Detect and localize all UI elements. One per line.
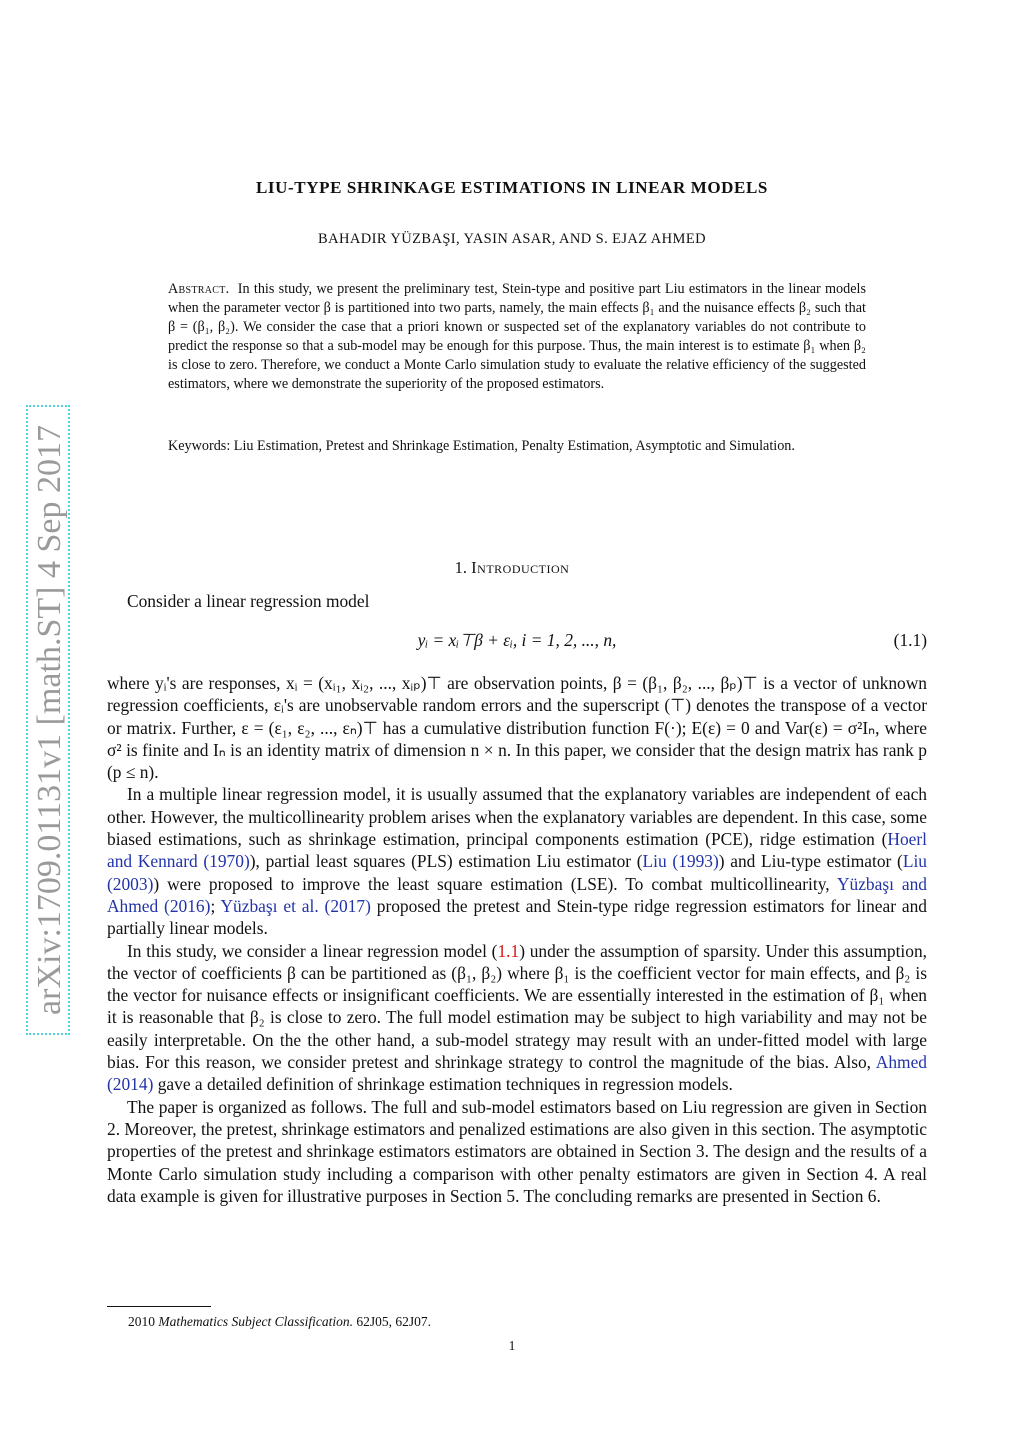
intro-line: Consider a linear regression model (127, 591, 370, 611)
p2-text-6: proposed the pretest and Stein-type ridge regression estimators for linear and partially linear models. (107, 895, 927, 939)
cite-liu-2003[interactable]: Liu (2003) (107, 851, 927, 894)
keywords: Keywords: Liu Estimation, Pretest and Shrinkage Estimation, Penalty Estimation, Asymptotic and Simulation. (168, 438, 795, 454)
footnote-year: 2010 (128, 1314, 155, 1329)
equation-ref-link[interactable]: 1.1 (497, 940, 520, 961)
footnote-rule (107, 1306, 211, 1307)
p2-text-4: ) were proposed to improve the least square estimation (LSE). To combat multicollinearity, (153, 873, 837, 894)
equation-1-1 (107, 630, 927, 654)
p2-text-3: ) and Liu-type estimator ( (718, 851, 903, 872)
equation-body: yᵢ = xᵢ⊤β + εᵢ, i = 1, 2, ..., n, (417, 630, 617, 650)
cite-hoerl-kennard[interactable]: Hoerl and Kennard (1970) (107, 829, 927, 872)
cite-ahmed-2014[interactable]: Ahmed (2014) (107, 1052, 927, 1095)
main-body (107, 672, 927, 1207)
authors: BAHADIR YÜZBAŞI, YASIN ASAR, AND S. EJAZ AHMED (318, 231, 706, 247)
section-title: Introduction (471, 558, 570, 577)
section-heading (0, 558, 1024, 578)
abstract-text: In this study, we present the preliminary test, Stein-type and positive part Liu estimators in the linear models when the parameter vector β is partitioned into two parts, namely, the main effects β₁ and the nuisance effects β₂ such that β = (β₁, β₂). We consider the case that a priori known or suspected set of the explanatory variables do not contribute to predict the response so that a sub-model may be enough for this purpose. Thus, the main interest is to estimate β₁ when β₂ is close to zero. Therefore, we conduct a Monte Carlo simulation study to evaluate the relative efficiency of the suggested estimators, where we demonstrate the superiority of the proposed estimators. (168, 281, 866, 392)
paragraph-2 (107, 783, 927, 939)
p3-text-1: In this study, we consider a linear regression model ( (127, 940, 498, 961)
paragraph-3 (107, 940, 927, 1096)
p2-text-5: ; (210, 895, 221, 916)
equation-number: (1.1) (893, 630, 927, 650)
p3-text-3: gave a detailed definition of shrinkage estimation techniques in regression models. (153, 1074, 733, 1095)
p2-text-2: ), partial least squares (PLS) estimation Liu estimator ( (249, 851, 643, 872)
abstract-label: Abstract. (168, 281, 230, 297)
abstract (168, 280, 866, 394)
arxiv-watermark[interactable]: arXiv:1709.01131v1 [math.ST] 4 Sep 2017 (26, 405, 70, 1035)
cite-yuzbasi-2017[interactable]: Yüzbaşı et al. (2017) (220, 895, 371, 916)
paragraph-4: The paper is organized as follows. The full and sub-model estimators based on Liu regression are given in Section 2. Moreover, the pretest, shrinkage estimators and penalized estimations are also given in this section. The asymptotic properties of the pretest and shrinkage estimators estimators are obtained in Section 3. The design and the results of a Monte Carlo simulation study including a comparison with other penalty estimators are given in Section 4. A real data example is given for illustrative purposes in Section 5. The concluding remarks are presented in Section 6. (107, 1096, 927, 1206)
p2-text-1: In a multiple linear regression model, it is usually assumed that the explanatory variables are independent of each other. However, the multicollinearity problem arises when the explanatory variables are dependent. In this case, some biased estimations, such as shrinkage estimation, principal components estimation (PCE), ridge estimation ( (107, 784, 927, 850)
paper-title: LIU-TYPE SHRINKAGE ESTIMATIONS IN LINEAR MODELS (255, 178, 768, 197)
paragraph-1: where yᵢ's are responses, xᵢ = (xᵢ₁, xᵢ₂, ..., xᵢₚ)⊤ are observation points, β = (β₁, β₂, ..., βₚ)⊤ is a vector of unknown regression coefficients, εᵢ's are unobservable random errors and the superscript (⊤) denotes the transpose of a vector or matrix. Further, ε = (ε₁, ε₂, ..., εₙ)⊤ has a cumulative distribution function F(·); E(ε) = 0 and Var(ε) = σ²Iₙ, where σ² is finite and Iₙ is an identity matrix of dimension n × n. In this paper, we consider that the design matrix has rank p (p ≤ n). (107, 673, 927, 783)
footnote-codes: 62J05, 62J07. (356, 1314, 431, 1329)
section-number: 1. (454, 558, 468, 577)
page-number: 1 (508, 1338, 516, 1353)
cite-liu-1993[interactable]: Liu (1993) (642, 851, 719, 872)
p3-text-2: ) under the assumption of sparsity. Under this assumption, the vector of coefficients β can be partitioned as (β₁, β₂) where β₁ is the coefficient vector for main effects, and β₂ is the vector for nuisance effects or insignificant coefficients. We are essentially interested in the estimation of β₁ when it is reasonable that β₂ is close to zero. The full model estimation may be subject to high variability and may not be easily interpretable. On the the other hand, a sub-model strategy may result with an under-fitted model with large bias. For this reason, we consider pretest and shrinkage strategy to control the magnitude of the bias. Also, (107, 940, 927, 1073)
intro-line-block (107, 590, 927, 612)
footnote (128, 1314, 431, 1330)
cite-yuzbasi-ahmed-2016[interactable]: Yüzbaşı and Ahmed (2016) (107, 873, 927, 916)
footnote-label: Mathematics Subject Classification. (158, 1314, 353, 1329)
